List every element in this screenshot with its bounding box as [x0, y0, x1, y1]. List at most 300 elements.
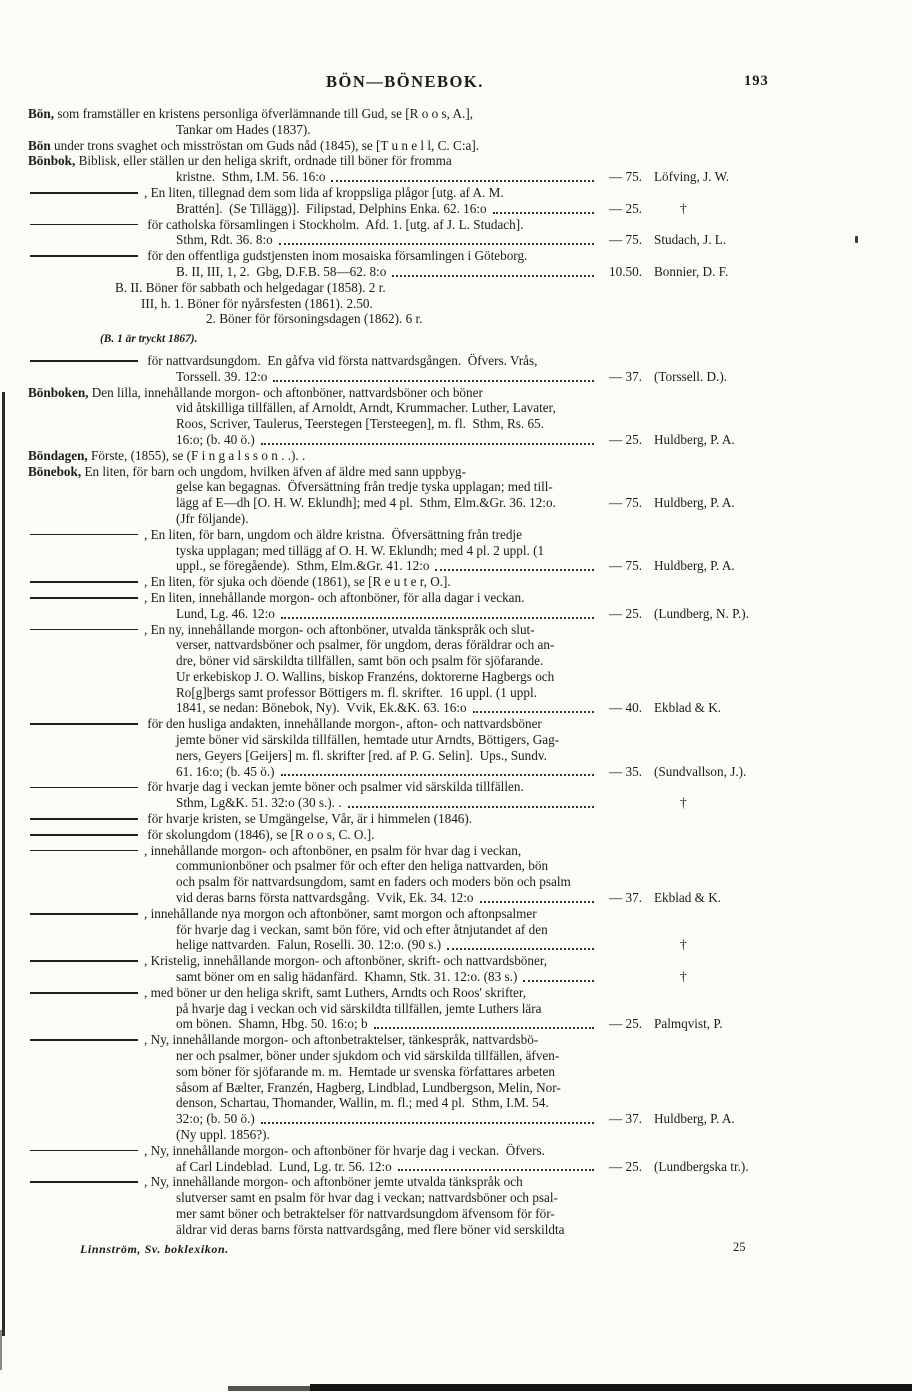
- entry-text: vid deras barns första nattvardsgång. Vvik, Ek. 34. 12:o: [176, 890, 474, 906]
- entry-text: Roos, Scriver, Taulerus, Teerstegen [Tersteegen], m. fl. Sthm, Rs. 65.: [176, 416, 544, 432]
- publisher-name: Bonnier, D. F.: [654, 263, 729, 279]
- entry-main: [28, 543, 598, 559]
- entry-main: [28, 448, 598, 464]
- repeat-entry-dash: [30, 1150, 138, 1152]
- entry-line: [28, 543, 888, 559]
- publisher-name: (Torssell. D.).: [654, 368, 728, 384]
- entry-text: såsom af Bælter, Franzén, Hagberg, Lindblad, Lundbergson, Melin, Nor-: [176, 1079, 561, 1095]
- entry-main: [28, 779, 598, 795]
- entry-text: Biblisk, eller ställen ur den heliga skrift, ordnade till böner för fromma: [75, 153, 452, 169]
- entry-main: [28, 922, 598, 938]
- entry-text: En liten, för barn och ungdom, hvilken äfven af äldre med sann uppbyg-: [81, 463, 467, 479]
- dagger-mark: †: [680, 795, 687, 811]
- entry-main: [28, 280, 598, 296]
- entry-line: [28, 606, 888, 622]
- entry-text: denson, Schartau, Thomander, Wallin, m. fl.; med 4 pl. Sthm, I.M. 54.: [176, 1095, 549, 1111]
- entry-text: för nattvardsungdom. En gåfva vid första nattvardsgången. Öfvers. Vrås,: [144, 352, 538, 368]
- entry-text: 61. 16:o; (b. 45 ö.): [176, 763, 275, 779]
- entry-line: [28, 106, 888, 122]
- entry-main: [28, 843, 598, 859]
- entry-line: [28, 217, 888, 233]
- headword: Böndagen,: [28, 447, 88, 463]
- entry-text: för hvarje dag i veckan jemte böner och psalmer vid särskilda tillfällen.: [144, 779, 524, 795]
- entry-line: [28, 558, 888, 574]
- entry-line: [28, 432, 888, 448]
- entry-line: [28, 827, 888, 843]
- price-value: — 25.: [609, 605, 642, 621]
- entry-text: som framställer en kristens personliga öfverlämnande till Gud, se [R o o s, A.],: [54, 106, 474, 121]
- entry-line: [28, 369, 888, 385]
- entry-line: [28, 1095, 888, 1111]
- dot-leader: [261, 1122, 594, 1124]
- entry-line: [28, 448, 888, 464]
- scan-edge-bottom: [310, 1384, 912, 1391]
- dot-leader: [392, 275, 594, 277]
- entry-main: [28, 1159, 598, 1175]
- entry-line: [28, 1111, 888, 1127]
- price-value: — 25.: [609, 1016, 642, 1032]
- entry-text: Förste, (1855), se (F i n g a l s s o n . .). .: [87, 447, 306, 463]
- entry-text: 16:o; (b. 40 ö.): [176, 431, 255, 447]
- entry-line: [28, 795, 888, 811]
- entry-main: [28, 622, 598, 638]
- publisher-name: Löfving, J. W.: [654, 169, 730, 185]
- entry-main: [28, 416, 598, 432]
- dot-leader: [273, 380, 594, 382]
- entry-line: [28, 843, 888, 859]
- entry-line: [28, 922, 888, 938]
- dot-leader: [348, 806, 594, 808]
- entry-main: [28, 732, 598, 748]
- entry-main: [28, 827, 598, 843]
- dot-leader: [281, 617, 594, 619]
- headword: Bönebok,: [28, 463, 82, 479]
- entry-text: Ro[g]bergs samt professor Böttigers m. fl. skrifter. 16 uppl. (1 uppl.: [176, 684, 537, 700]
- entry-text: , Ny, innehållande morgon- och aftonbetraktelser, tänkespråk, nattvardsbö-: [144, 1032, 539, 1048]
- repeat-entry-dash: [30, 913, 138, 915]
- entry-line: [28, 858, 888, 874]
- entry-line: [28, 1001, 888, 1017]
- entry-main: [28, 574, 598, 590]
- entry-text: Brattén]. (Se Tillägg)]. Filipstad, Delphins Enka. 62. 16:o: [176, 200, 487, 216]
- entry-line: [28, 1032, 888, 1048]
- entry-line: [28, 1016, 888, 1032]
- entry-text: och psalm för nattvardsungdom, samt en faders och moders bön och psalm: [176, 874, 571, 890]
- entry-line: [28, 153, 888, 169]
- entry-main: [28, 606, 598, 622]
- dot-leader: [523, 980, 594, 982]
- entry-line: [28, 479, 888, 495]
- price-value: — 35.: [609, 763, 642, 779]
- entry-main: [28, 201, 598, 217]
- publisher-name: (Lundberg, N. P.).: [654, 605, 749, 621]
- entry-text: för hvarje kristen, se Umgängelse, Vår, är i himmelen (1846).: [144, 811, 473, 827]
- entry-text: , innehållande morgon- och aftonböner, en psalm för hvar dag i veckan,: [144, 842, 522, 858]
- entry-main: [28, 264, 598, 280]
- entry-line: [28, 1143, 888, 1159]
- entry-text: , En liten, innehållande morgon- och aftonböner, för alla dagar i veckan.: [144, 589, 525, 605]
- entry-text: , med böner ur den heliga skrift, samt Luthers, Arndts och Roos' skrifter,: [144, 984, 527, 1000]
- entry-main: [28, 495, 598, 511]
- page-number: 193: [744, 73, 769, 89]
- entry-text: (Jfr följande).: [176, 510, 249, 526]
- entry-line: [28, 527, 888, 543]
- repeat-entry-dash: [30, 224, 138, 226]
- publisher-name: Palmqvist, P.: [654, 1016, 723, 1032]
- entry-text: Lund, Lg. 46. 12:o: [176, 605, 275, 621]
- entry-line: [28, 248, 888, 264]
- entry-text: för skolungdom (1846), se [R o o s, C. O.].: [144, 826, 375, 842]
- entry-text: B. II. Böner för sabbath och helgedagar (1858). 2 r.: [115, 279, 386, 295]
- entry-line: [28, 296, 888, 312]
- dagger-mark: †: [680, 200, 687, 216]
- entry-text: , Ny, innehållande morgon- och aftonböner jemte utvalda tänkspråk och: [144, 1174, 523, 1190]
- price-value: — 25.: [609, 200, 642, 216]
- entry-main: [28, 558, 598, 574]
- entry-line: [28, 232, 888, 248]
- headword: Bönboken,: [28, 384, 89, 400]
- entry-line: [28, 906, 888, 922]
- entry-text: , Kristelig, innehållande morgon- och aftonböner, skrift- och nattvardsböner,: [144, 953, 548, 969]
- price-value: — 40.: [609, 700, 642, 716]
- entry-main: [28, 1190, 598, 1206]
- entry-text: 1841, se nedan: Bönebok, Ny). Vvik, Ek.&K. 63. 16:o: [176, 700, 467, 716]
- entry-text: för catholska församlingen i Stockholm. Afd. 1. [utg. af J. L. Studach].: [144, 216, 524, 232]
- entry-main: [28, 969, 598, 985]
- entry-main: [28, 1080, 598, 1096]
- entry-line: [28, 574, 888, 590]
- entry-line: [28, 937, 888, 953]
- entry-line: [28, 622, 888, 638]
- entry-main: [28, 700, 598, 716]
- entry-line: [28, 685, 888, 701]
- entry-main: [28, 1048, 598, 1064]
- entry-text: B. II, III, 1, 2. Gbg, D.F.B. 58—62. 8:o: [176, 263, 387, 279]
- repeat-entry-dash: [30, 850, 138, 852]
- publisher-name: Huldberg, P. A.: [654, 431, 735, 447]
- publisher-name: Huldberg, P. A.: [654, 558, 735, 574]
- publisher-name: (Sundvallson, J.).: [654, 763, 747, 779]
- entry-text: som böner för sjöfarande m. m. Hemtade ur svenska författares arbeten: [176, 1063, 555, 1079]
- entry-main: [28, 637, 598, 653]
- dagger-mark: †: [680, 937, 687, 953]
- entry-line: [28, 511, 888, 527]
- entry-main: [28, 890, 598, 906]
- entry-text: om bönen. Shamn, Hbg. 50. 16:o; b: [176, 1016, 368, 1032]
- entry-text: Tankar om Hades (1837).: [176, 121, 311, 137]
- scan-edge-left: [2, 392, 5, 1336]
- dagger-mark: †: [680, 969, 687, 985]
- ink-speck: [855, 236, 858, 243]
- page-title: BÖN—BÖNEBOK.: [326, 72, 484, 91]
- repeat-entry-dash: [30, 960, 138, 962]
- entry-main: [28, 858, 598, 874]
- entry-line: [28, 1206, 888, 1222]
- price-value: 10.50.: [609, 263, 642, 279]
- dot-leader: [279, 243, 594, 245]
- entry-main: [28, 669, 598, 685]
- repeat-entry-dash: [30, 834, 138, 836]
- entry-text: lägg af E—dh [O. H. W. Eklundh]; med 4 pl. Sthm, Elm.&Gr. 36. 12:o.: [176, 495, 556, 511]
- price-value: — 37.: [609, 890, 642, 906]
- entry-line: [28, 1080, 888, 1096]
- entry-line: [28, 1222, 888, 1238]
- entry-text: för den husliga andakten, innehållande morgon-, afton- och nattvardsböner: [144, 716, 542, 732]
- entry-main: [28, 1032, 598, 1048]
- entry-main: [28, 138, 598, 154]
- entry-main: [28, 985, 598, 1001]
- dot-leader: [374, 1027, 594, 1029]
- publisher-name: Ekblad & K.: [654, 890, 722, 906]
- dot-leader: [435, 569, 594, 571]
- page-footer: [80, 1242, 756, 1258]
- entry-line: [28, 332, 888, 348]
- entry-line: [28, 1127, 888, 1143]
- entry-main: [28, 527, 598, 543]
- entry-text: af Carl Lindeblad. Lund, Lg. tr. 56. 12:o: [176, 1158, 392, 1174]
- repeat-entry-dash: [30, 192, 138, 194]
- entry-main: [28, 369, 598, 385]
- entry-main: [28, 764, 598, 780]
- publisher-name: Huldberg, P. A.: [654, 1111, 735, 1127]
- entry-text: Den lilla, innehållande morgon- och aftonböner, nattvardsböner och böner: [88, 384, 483, 400]
- entry-line: [28, 748, 888, 764]
- scan-edge-bottom-gray: [228, 1386, 310, 1391]
- entry-line: [28, 985, 888, 1001]
- price-value: — 75.: [609, 558, 642, 574]
- entry-text: communionböner och psalmer för och efter den heliga nattvarden, bön: [176, 858, 549, 874]
- entry-main: [28, 811, 598, 827]
- entry-main: [28, 248, 598, 264]
- entry-line: [28, 385, 888, 401]
- entry-main: [28, 1206, 598, 1222]
- entry-text: äldrar vid deras barns första nattvardsgång, med flere böner vid serskildta: [176, 1221, 565, 1237]
- entry-text: ner och psalmer, böner under sjukdom och vid särskilda tillfällen, äfven-: [176, 1048, 560, 1064]
- entry-main: [28, 653, 598, 669]
- entry-main: [28, 479, 598, 495]
- entry-line: [28, 811, 888, 827]
- entry-main: [28, 1127, 598, 1143]
- entry-text: på hvarje dag i veckan och vid särskildta tillfällen, jemte Luthers lära: [176, 1000, 542, 1016]
- dot-leader: [398, 1169, 594, 1171]
- entry-text: för den offentliga gudstjensten inom mosaiska församlingen i Göteborg.: [144, 248, 528, 264]
- price-value: — 75.: [609, 495, 642, 511]
- entry-main: [28, 748, 598, 764]
- entry-line: [28, 280, 888, 296]
- entry-line: [28, 138, 888, 154]
- entry-line: [28, 264, 888, 280]
- entry-text: , En liten, för barn, ungdom och äldre kristna. Öfversättning från tredje: [144, 526, 522, 542]
- entry-text: dre, böner vid särskildta tillfällen, samt bön och psalm för sjöfarande.: [176, 653, 544, 669]
- dot-leader: [281, 774, 594, 776]
- entry-main: [28, 400, 598, 416]
- entry-line: [28, 495, 888, 511]
- entry-line: [28, 874, 888, 890]
- entry-main: [28, 716, 598, 732]
- footer-signature: Linnström, Sv. boklexikon.: [80, 1242, 229, 1256]
- entry-main: [28, 185, 598, 201]
- repeat-entry-dash: [30, 992, 138, 994]
- entry-line: [28, 122, 888, 138]
- dot-leader: [473, 711, 594, 713]
- entry-main: [28, 1001, 598, 1017]
- entry-text: jemte böner vid särskilda tillfällen, hemtade utur Arndts, Böttigers, Gag-: [176, 732, 560, 748]
- dot-leader: [331, 180, 594, 182]
- entry-line: [28, 311, 888, 327]
- entry-text: under trons svaghet och misströstan om Guds nåd (1845), se [T u n e l l, C. C:a].: [50, 137, 480, 153]
- text-body: [28, 106, 888, 1238]
- entry-text: , En liten, för sjuka och döende (1861), se [R e u t e r, O.].: [144, 574, 451, 590]
- entry-text: Sthm, Rdt. 36. 8:o: [176, 232, 273, 248]
- entry-line: [28, 669, 888, 685]
- entry-text: III, h. 1. Böner för nyårsfesten (1861). 2.50.: [141, 295, 373, 311]
- scan-edge-left-faint: [0, 1330, 2, 1370]
- entry-main: [28, 953, 598, 969]
- repeat-entry-dash: [30, 597, 138, 599]
- entry-text: 32:o; (b. 50 ö.): [176, 1111, 255, 1127]
- entry-main: [28, 232, 598, 248]
- headword: Bön,: [28, 106, 55, 121]
- entry-main: [28, 1111, 598, 1127]
- entry-main: [28, 1222, 598, 1238]
- entry-main: [28, 332, 598, 348]
- entry-text: ners, Geyers [Geijers] m. fl. skrifter [red. af P. G. Selin]. Ups., Sundv.: [176, 747, 547, 763]
- entry-line: [28, 764, 888, 780]
- dot-leader: [261, 443, 594, 445]
- entry-text: uppl., se föregående). Sthm, Elm.&Gr. 41. 12:o: [176, 558, 430, 574]
- entry-line: [28, 969, 888, 985]
- entry-text: , Ny, innehållande morgon- och aftonböner för hvarje dag i veckan. Öfvers.: [144, 1142, 545, 1158]
- entry-line: [28, 1174, 888, 1190]
- price-value: — 25.: [609, 431, 642, 447]
- entry-line: [28, 185, 888, 201]
- entry-line: [28, 653, 888, 669]
- repeat-entry-dash: [30, 787, 138, 789]
- price-value: — 37.: [609, 1111, 642, 1127]
- entry-main: [28, 1095, 598, 1111]
- footer-sheet-number: 25: [733, 1240, 746, 1254]
- repeat-entry-dash: [30, 255, 138, 257]
- entry-main: [28, 432, 598, 448]
- entry-text: för hvarje dag i veckan, samt bön före, vid och efter åtnjutandet af den: [176, 921, 548, 937]
- dot-leader: [480, 901, 594, 903]
- entry-line: [28, 400, 888, 416]
- publisher-name: Huldberg, P. A.: [654, 495, 735, 511]
- entry-main: [28, 906, 598, 922]
- entry-line: [28, 201, 888, 217]
- entry-line: [28, 353, 888, 369]
- entry-line: [28, 890, 888, 906]
- entry-main: [28, 1174, 598, 1190]
- entry-main: [28, 385, 598, 401]
- entry-text: , En ny, innehållande morgon- och aftonböner, utvalda tänkspråk och slut-: [144, 621, 535, 637]
- headword: Bön: [28, 137, 51, 153]
- entry-text: , En liten, tillegnad dem som lida af kroppsliga plågor [utg. af A. M.: [144, 184, 504, 200]
- entry-line: [28, 637, 888, 653]
- entry-text: Ur erkebiskop J. O. Wallins, biskop Franzéns, doktorerne Hagbergs och: [176, 668, 555, 684]
- entry-text: verser, nattvardsböner och psalmer, för ungdom, deras föräldrar och an-: [176, 637, 555, 653]
- entry-text: kristne. Sthm, I.M. 56. 16:o: [176, 169, 326, 185]
- entry-line: [28, 169, 888, 185]
- entry-main: [28, 353, 598, 369]
- publisher-name: (Lundbergska tr.).: [654, 1158, 749, 1174]
- entry-text: (Ny uppl. 1856?).: [176, 1127, 270, 1142]
- entry-text: vid åtskilliga tillfällen, af Arnoldt, Arndt, Krummacher. Luther, Lavater,: [176, 400, 556, 416]
- entry-main: [28, 590, 598, 606]
- entry-text: Torssell. 39. 12:o: [176, 368, 268, 384]
- price-value: — 37.: [609, 368, 642, 384]
- entry-main: [28, 464, 598, 480]
- entry-line: [28, 953, 888, 969]
- entry-text: mer samt böner och betraktelser för nattvardsungdom äfvensom för för-: [176, 1205, 555, 1221]
- dot-leader: [493, 212, 594, 214]
- entry-line: [28, 779, 888, 795]
- entry-line: [28, 1159, 888, 1175]
- entry-main: [28, 169, 598, 185]
- entry-main: [28, 795, 598, 811]
- entry-text: 2. Böner för försoningsdagen (1862). 6 r.: [206, 311, 423, 327]
- entry-line: [28, 1064, 888, 1080]
- dot-leader: [447, 948, 594, 950]
- repeat-entry-dash: [30, 723, 138, 725]
- entry-main: [28, 1016, 598, 1032]
- publisher-name: Studach, J. L.: [654, 232, 727, 248]
- entry-main: [28, 1064, 598, 1080]
- page-header: [0, 72, 912, 94]
- publisher-name: Ekblad & K.: [654, 700, 722, 716]
- price-value: — 75.: [609, 169, 642, 185]
- repeat-entry-dash: [30, 818, 138, 820]
- entry-main: [28, 217, 598, 233]
- entry-main: [28, 685, 598, 701]
- repeat-entry-dash: [30, 629, 138, 631]
- entry-main: [28, 296, 598, 312]
- entry-text: helige nattvarden. Falun, Roselli. 30. 12:o. (90 s.): [176, 937, 442, 953]
- entry-line: [28, 732, 888, 748]
- entry-main: [28, 1143, 598, 1159]
- entry-main: [28, 311, 598, 327]
- repeat-entry-dash: [30, 360, 138, 362]
- entry-text: samt böner om en salig hädanfärd. Khamn, Stk. 31. 12:o. (83 s.): [176, 969, 518, 985]
- entry-text: gelse kan begagnas. Öfversättning från tredje tyska upplagan; med till-: [176, 479, 553, 495]
- entry-line: [28, 590, 888, 606]
- entry-line: [28, 464, 888, 480]
- headword: Bönbok,: [28, 153, 76, 169]
- entry-line: [28, 416, 888, 432]
- repeat-entry-dash: [30, 534, 138, 536]
- entry-main: [28, 122, 598, 138]
- entry-text: , innehållande nya morgon och aftonböner, samt morgon och aftonpsalmer: [144, 905, 537, 921]
- entry-main: [28, 153, 598, 169]
- entry-main: [28, 511, 598, 527]
- repeat-entry-dash: [30, 1181, 138, 1183]
- entry-main: [28, 106, 598, 122]
- entry-line: [28, 700, 888, 716]
- entry-main: [28, 937, 598, 953]
- entry-text: tyska upplagan; med tillägg af O. H. W. Eklundh; med 4 pl. 2 uppl. (1: [176, 542, 545, 558]
- entry-main: [28, 874, 598, 890]
- entry-text: Sthm, Lg&K. 51. 32:o (30 s.). .: [176, 795, 342, 811]
- entry-text: slutverser samt en psalm för hvar dag i veckan; nattvardsböner och psal-: [176, 1190, 558, 1206]
- price-value: — 25.: [609, 1158, 642, 1174]
- entry-line: [28, 1048, 888, 1064]
- entry-text: (B. 1 är tryckt 1867).: [100, 333, 198, 346]
- entry-line: [28, 1190, 888, 1206]
- entry-line: [28, 716, 888, 732]
- repeat-entry-dash: [30, 1039, 138, 1041]
- repeat-entry-dash: [30, 581, 138, 583]
- price-value: — 75.: [609, 232, 642, 248]
